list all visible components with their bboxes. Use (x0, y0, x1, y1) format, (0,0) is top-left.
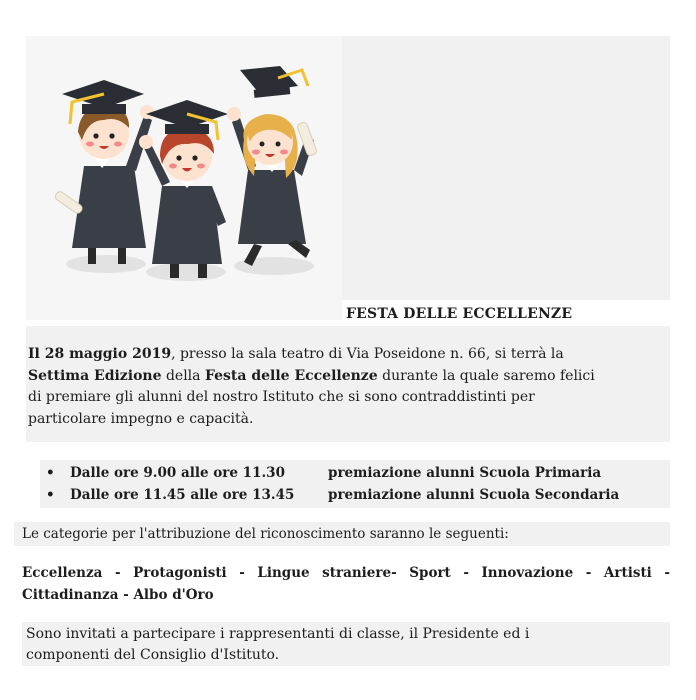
categories-list (22, 562, 670, 606)
categories-intro: Le categorie per l'attribuzione del riconoscimento saranno le seguenti: (22, 526, 509, 542)
category-item: Artisti (603, 565, 652, 581)
page-title: FESTA DELLE ECCELLENZE (346, 306, 573, 322)
schedule-award: premiazione alunni Scuola Secondaria (328, 487, 620, 503)
category-separator: - (114, 565, 121, 581)
category-separator: - (585, 565, 592, 581)
bullet-icon: • (46, 465, 55, 481)
intro-line-1 (28, 344, 595, 366)
category-separator: - (239, 565, 245, 581)
category-item: Lingue (257, 565, 310, 581)
schedule-time: Dalle ore 9.00 alle ore 11.30 (70, 465, 285, 481)
intro-paragraph (28, 344, 595, 430)
intro-line-3: di premiare gli alunni del nostro Istituto che si sono contraddistinti per (28, 389, 535, 405)
schedule-award: premiazione alunni Scuola Primaria (328, 465, 602, 481)
categories-row-2: Cittadinanza - Albo d'Oro (22, 587, 214, 603)
graduation-kids-icon (26, 36, 342, 320)
intro-text-3: durante la quale saremo felici (377, 367, 595, 384)
schedule-time: Dalle ore 11.45 alle ore 13.45 (70, 487, 295, 503)
intro-text-1: , presso la sala teatro di Via Poseidone n. 66, si terrà la (171, 346, 564, 362)
category-item: straniere- (322, 565, 397, 581)
shading-block-top (342, 36, 670, 300)
invitation-line-1: Sono invitati a partecipare i rappresentanti di classe, il Presidente ed i (26, 626, 530, 642)
event-name: Festa delle Eccellenze (204, 367, 378, 384)
graduates-illustration (26, 36, 342, 320)
category-item: Innovazione (481, 565, 574, 581)
invitation-line-2: componenti del Consiglio d'Istituto. (26, 647, 280, 663)
intro-line-4: particolare impegno e capacità. (28, 410, 254, 427)
categories-row-1 (22, 562, 670, 584)
category-separator: - (664, 565, 670, 581)
schedule-list (46, 462, 619, 506)
invitation-paragraph (26, 624, 529, 666)
category-separator: - (463, 565, 469, 581)
category-item: Protagonisti (133, 565, 227, 581)
intro-text-2: della (161, 367, 205, 384)
list-item (46, 462, 619, 484)
category-item: Sport (409, 565, 451, 581)
list-item (46, 484, 619, 506)
event-date: Il 28 maggio 2019 (28, 346, 172, 362)
edition-label: Settima Edizione (28, 367, 162, 384)
category-item: Eccellenza (22, 565, 103, 581)
intro-line-2 (28, 366, 595, 388)
bullet-icon: • (46, 487, 55, 503)
